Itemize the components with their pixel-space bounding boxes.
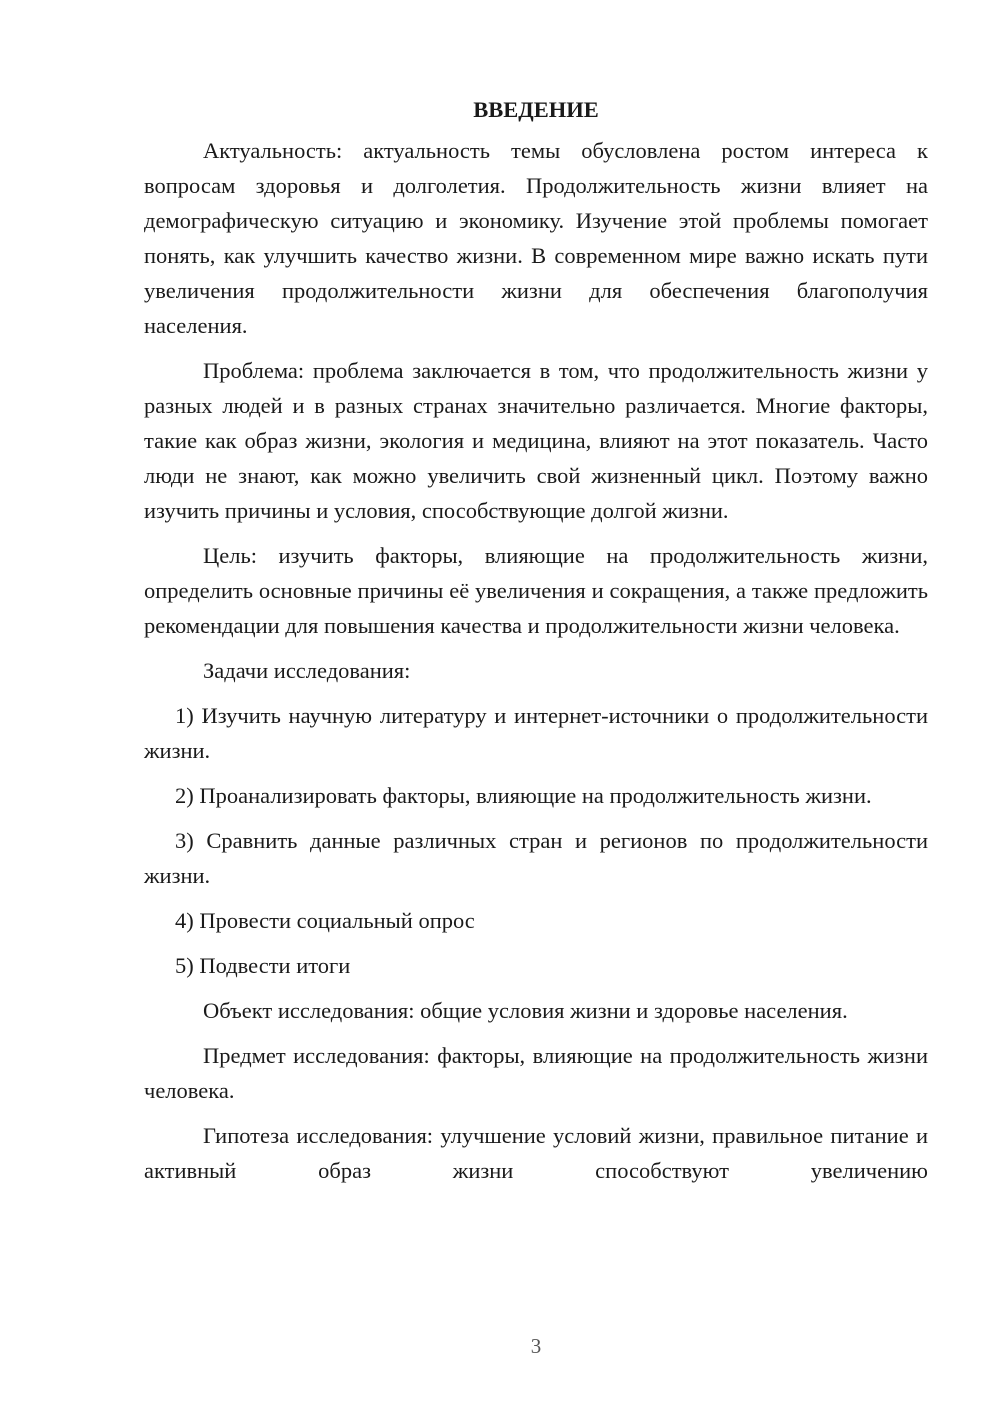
goal-paragraph: Цель: изучить факторы, влияющие на продолжительность жизни, определить основные причины её увеличения и сокращения, а также предложить рекомендации для повышения качества и продолжительности жизни человека.: [144, 543, 928, 638]
task-item-1: 1) Изучить научную литературу и интернет-источники о продолжительности жизни.: [144, 703, 928, 763]
problem-paragraph: Проблема: проблема заключается в том, что продолжительность жизни у разных людей и в разных странах значительно различается. Многие факторы, такие как образ жизни, экология и медицина, влияют на этот показатель. Часто люди не знают, как можно увеличить свой жизненный цикл. Поэтому важно изучить причины и условия, способствующие долгой жизни.: [144, 358, 928, 523]
task-item-4: 4) Провести социальный опрос: [175, 908, 475, 933]
task-item-3: 3) Сравнить данные различных стран и регионов по продолжительности жизни.: [144, 828, 928, 888]
relevance-paragraph: Актуальность: актуальность темы обусловлена ростом интереса к вопросам здоровья и долголетия. Продолжительность жизни влияет на демографическую ситуацию и экономику. Изучение этой проблемы помогает понять, как улучшить качество жизни. В современном мире важно искать пути увеличения продолжительности жизни для обеспечения благополучия населения.: [144, 138, 928, 338]
hypothesis-paragraph: Гипотеза исследования: улучшение условий жизни, правильное питание и активный образ жизни способствуют увеличению: [144, 1123, 928, 1183]
task-item-2: 2) Проанализировать факторы, влияющие на продолжительность жизни.: [175, 783, 872, 808]
document-body: [144, 92, 928, 1198]
section-title: ВВЕДЕНИЕ: [473, 97, 599, 122]
subject-paragraph: Предмет исследования: факторы, влияющие на продолжительность жизни человека.: [144, 1043, 928, 1103]
page-number: 3: [530, 1334, 542, 1358]
task-item-5: 5) Подвести итоги: [175, 953, 351, 978]
tasks-heading: Задачи исследования:: [203, 658, 411, 683]
object-paragraph: Объект исследования: общие условия жизни и здоровье населения.: [203, 998, 848, 1023]
